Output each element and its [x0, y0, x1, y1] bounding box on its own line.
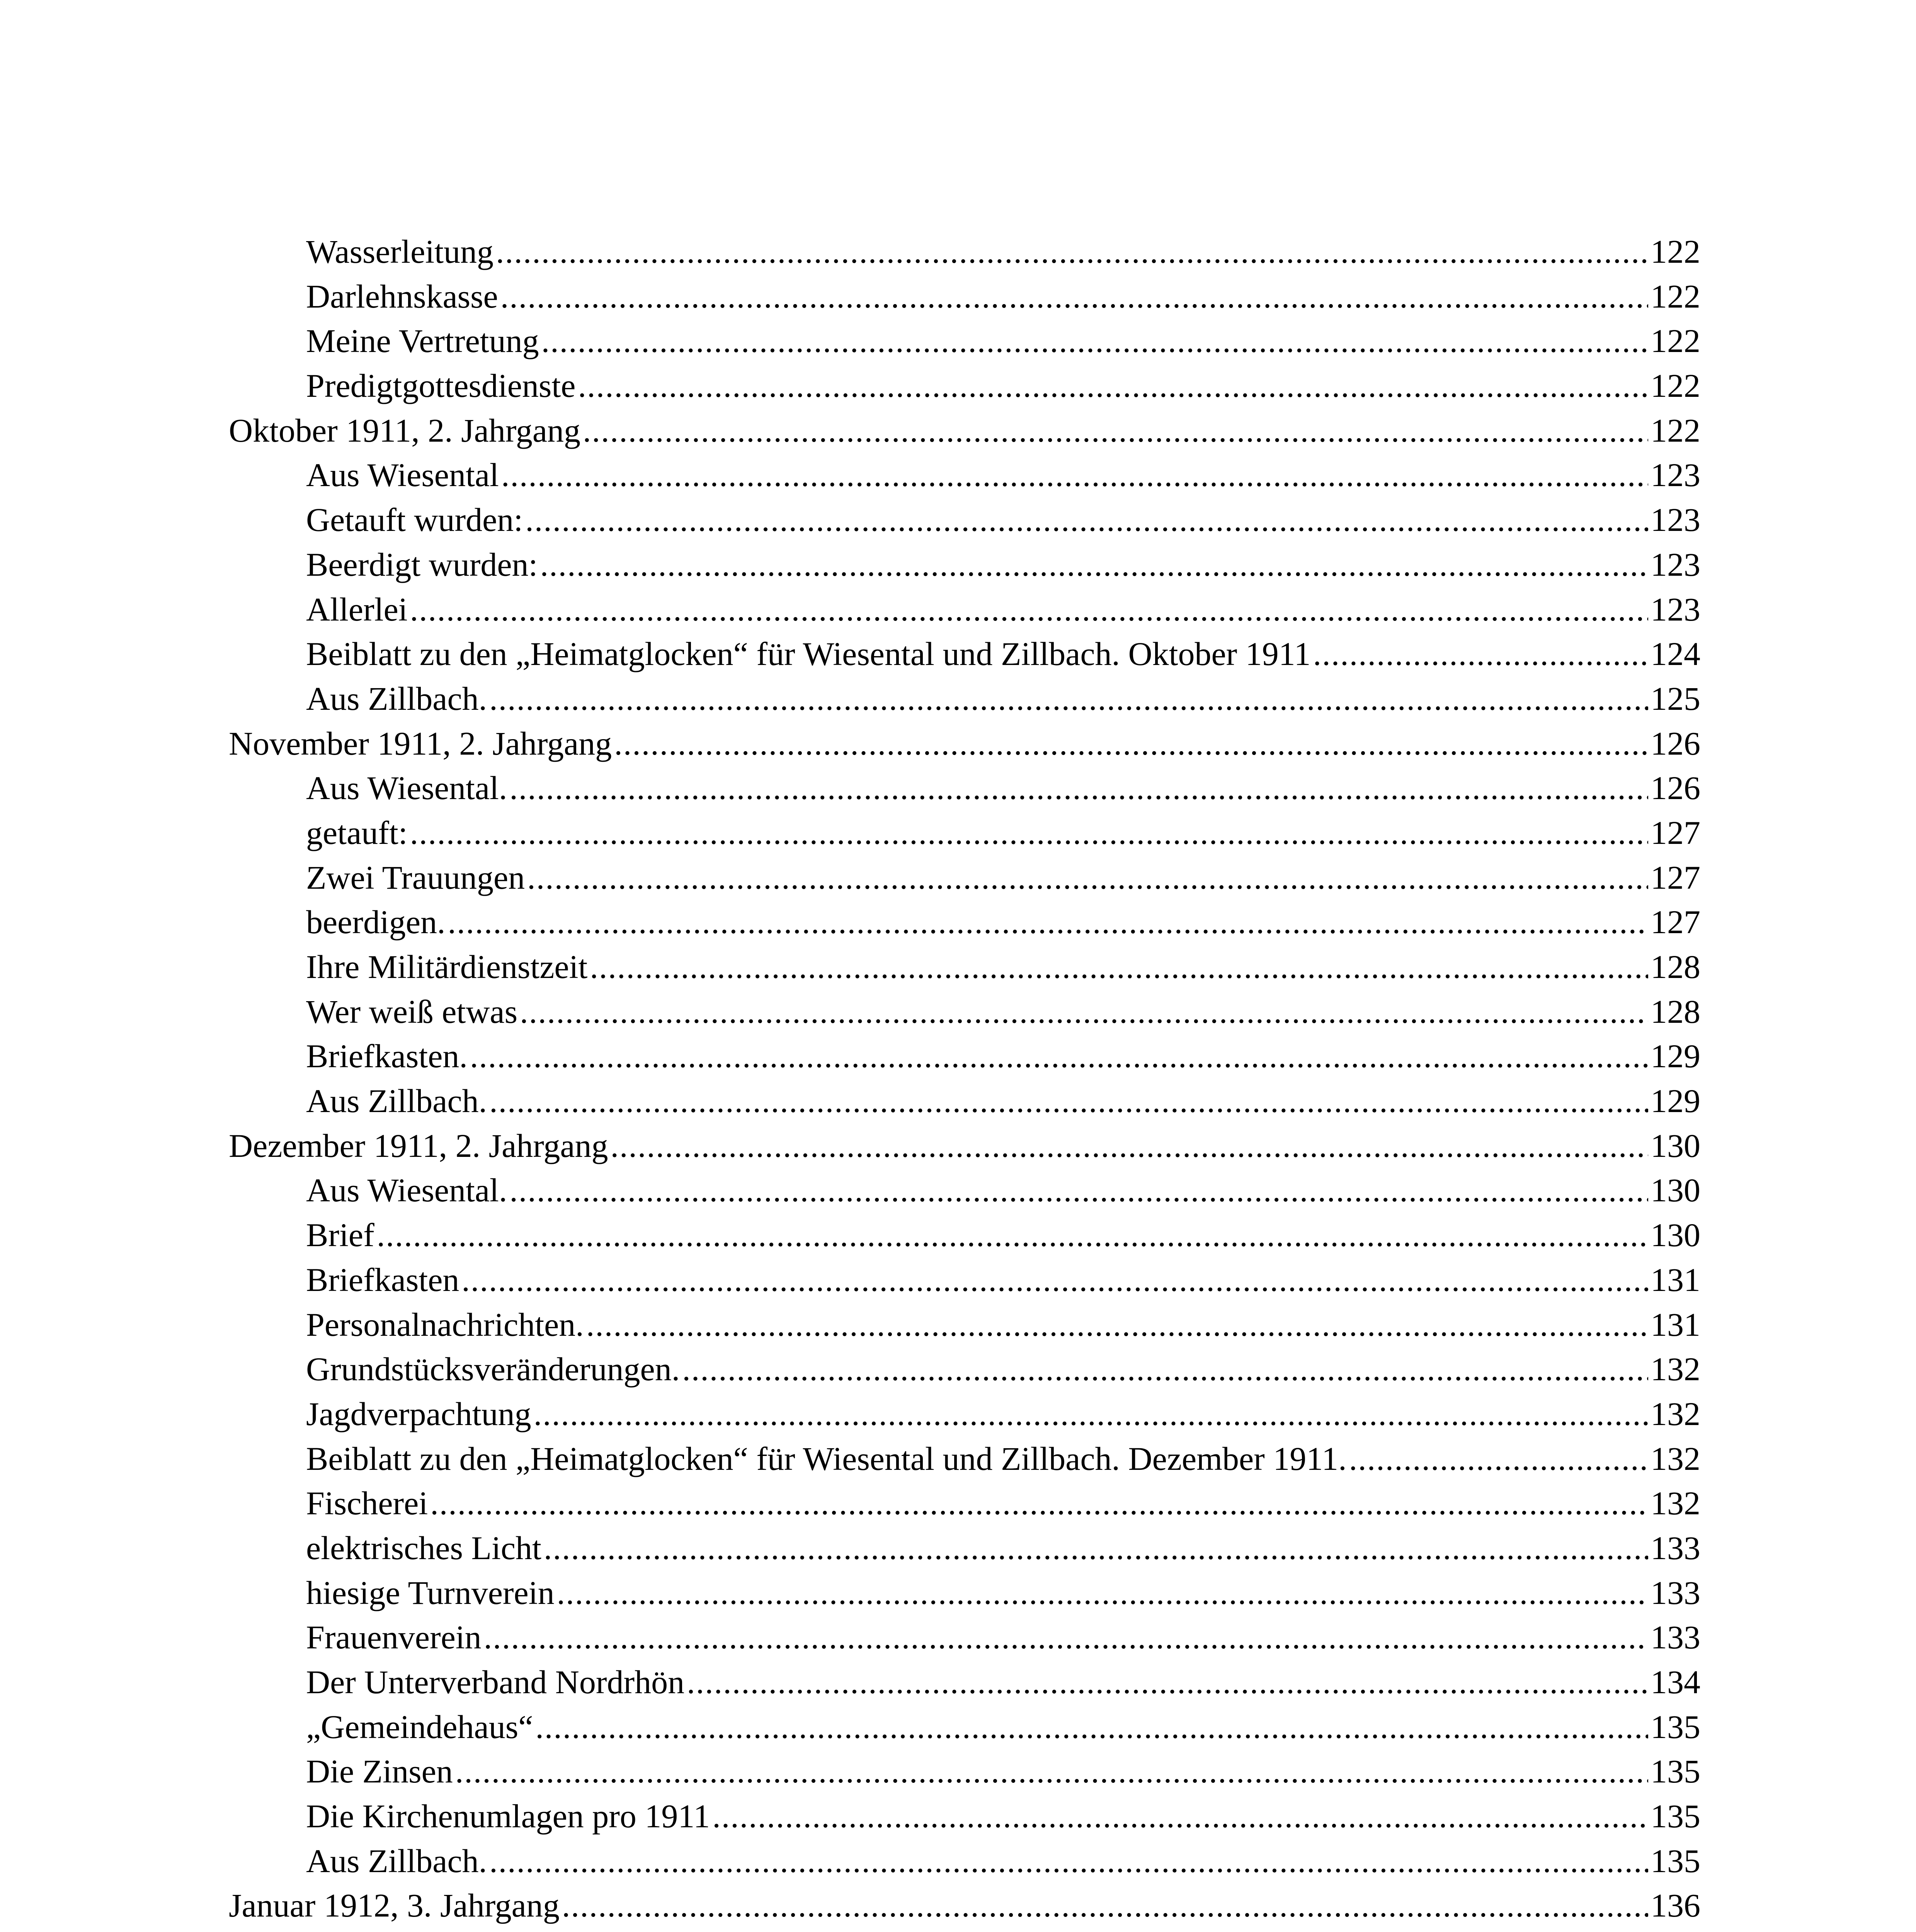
toc-entry-title: Aus Wiesental — [306, 456, 499, 494]
toc-entry-page: 132 — [1651, 1395, 1700, 1432]
toc-entry — [229, 1303, 1700, 1347]
dot-leader — [520, 990, 1648, 1034]
toc-entry — [229, 543, 1700, 587]
toc-entry-title: Jagdverpachtung — [306, 1395, 531, 1432]
dot-leader — [611, 1124, 1648, 1168]
toc-entry — [229, 230, 1700, 274]
dot-leader — [377, 1213, 1648, 1258]
table-of-contents — [229, 230, 1700, 1932]
toc-entry-title — [306, 1928, 745, 1932]
toc-entry-title: Briefkasten. — [306, 1037, 468, 1075]
toc-entry-page: 130 — [1651, 1216, 1700, 1254]
dot-leader — [534, 1392, 1648, 1437]
toc-entry-page: 123 — [1651, 456, 1700, 494]
dot-leader — [489, 1839, 1648, 1884]
toc-entry — [229, 364, 1700, 408]
toc-entry — [229, 945, 1700, 990]
toc-entry-page: 124 — [1651, 635, 1700, 673]
toc-entry-title: hiesige Turnverein — [306, 1574, 555, 1611]
toc-entry-title: Wer weiß etwas — [306, 993, 518, 1030]
toc-entry-title: Grundstücksveränderungen. — [306, 1350, 680, 1388]
toc-entry — [229, 1034, 1700, 1079]
toc-section-heading — [229, 1124, 1700, 1168]
toc-entry-page: 130 — [1651, 1127, 1700, 1164]
toc-entry-page: 128 — [1651, 993, 1700, 1030]
toc-entry-page: 126 — [1651, 724, 1700, 762]
toc-entry — [229, 1213, 1700, 1258]
toc-entry — [229, 1392, 1700, 1437]
toc-entry-page: 122 — [1651, 322, 1700, 360]
toc-entry — [229, 632, 1700, 677]
dot-leader — [712, 1794, 1648, 1839]
toc-entry-title: Wasserleitung — [306, 233, 494, 270]
toc-entry-title: Beerdigt wurden: — [306, 546, 538, 583]
toc-entry — [229, 1660, 1700, 1705]
dot-leader — [525, 498, 1648, 543]
toc-entry-page: 122 — [1651, 277, 1700, 315]
toc-entry — [229, 1437, 1700, 1481]
dot-leader — [496, 230, 1648, 274]
toc-entry — [229, 1615, 1700, 1660]
toc-entry-page: 136 — [1651, 1887, 1700, 1924]
toc-entry-page: 132 — [1651, 1440, 1700, 1477]
toc-entry-title: Beiblatt zu den „Heimatglocken“ für Wiesental und Zillbach. Oktober 1911 — [306, 635, 1311, 673]
dot-leader — [461, 1258, 1648, 1303]
dot-leader — [562, 1883, 1648, 1928]
dot-leader — [578, 364, 1648, 408]
toc-entry-page: 122 — [1651, 233, 1700, 270]
toc-entry-page: 127 — [1651, 903, 1700, 941]
toc-entry-page: 135 — [1651, 1842, 1700, 1879]
dot-leader — [410, 811, 1648, 855]
toc-entry — [229, 1571, 1700, 1616]
toc-entry-title: Briefkasten — [306, 1261, 459, 1298]
toc-entry-title: Getauft wurden: — [306, 501, 523, 539]
dot-leader — [682, 1347, 1648, 1392]
toc-entry-title: Aus Zillbach. — [306, 1842, 487, 1879]
toc-entry — [229, 274, 1700, 319]
toc-entry — [229, 1079, 1700, 1124]
toc-entry — [229, 1347, 1700, 1392]
toc-entry-title: Der Unterverband Nordrhön — [306, 1663, 685, 1701]
toc-entry — [229, 677, 1700, 721]
dot-leader — [1349, 1437, 1648, 1481]
toc-entry-page: 133 — [1651, 1619, 1700, 1656]
toc-entry-title: Aus Zillbach. — [306, 680, 487, 717]
toc-entry-title: Fischerei — [306, 1485, 428, 1522]
toc-entry-title: Aus Zillbach. — [306, 1082, 487, 1120]
dot-leader — [489, 677, 1648, 721]
toc-entry-page: 127 — [1651, 814, 1700, 851]
dot-leader — [541, 319, 1648, 364]
toc-entry-title: Dezember 1911, 2. Jahrgang — [229, 1127, 608, 1164]
dot-leader — [527, 855, 1648, 900]
toc-entry-page: 123 — [1651, 590, 1700, 628]
toc-section-heading — [229, 1883, 1700, 1928]
dot-leader — [509, 1168, 1648, 1213]
toc-entry-title: Ihre Militärdienstzeit — [306, 948, 588, 985]
toc-entry-title: Personalnachrichten. — [306, 1306, 584, 1343]
toc-entry — [229, 1481, 1700, 1526]
toc-entry — [229, 1168, 1700, 1213]
toc-entry — [229, 900, 1700, 945]
toc-entry — [229, 1794, 1700, 1839]
toc-entry — [229, 498, 1700, 543]
dot-leader — [410, 587, 1648, 632]
toc-entry — [229, 319, 1700, 364]
toc-entry-page: 129 — [1651, 1082, 1700, 1120]
toc-entry-page: 122 — [1651, 412, 1700, 449]
toc-entry-page: 126 — [1651, 769, 1700, 807]
dot-leader — [455, 1749, 1648, 1794]
dot-leader — [583, 408, 1648, 453]
dot-leader — [544, 1526, 1648, 1571]
dot-leader — [540, 543, 1648, 587]
dot-leader — [489, 1079, 1648, 1124]
toc-entry-title: Brief — [306, 1216, 374, 1254]
toc-entry-title: Die Kirchenumlagen pro 1911 — [306, 1798, 710, 1835]
dot-leader — [586, 1303, 1648, 1347]
toc-entry-title: Januar 1912, 3. Jahrgang — [229, 1887, 560, 1924]
toc-entry — [229, 1749, 1700, 1794]
toc-entry — [229, 1258, 1700, 1303]
toc-entry-title: Frauenverein — [306, 1619, 482, 1656]
dot-leader — [448, 900, 1648, 945]
toc-entry-title: Predigtgottesdienste — [306, 367, 576, 405]
toc-entry — [229, 1705, 1700, 1750]
toc-entry-page: 123 — [1651, 501, 1700, 539]
toc-entry-title: Die Zinsen — [306, 1753, 453, 1790]
toc-entry-page: 135 — [1651, 1708, 1700, 1745]
toc-entry — [229, 990, 1700, 1034]
toc-entry-title: Darlehnskasse — [306, 277, 498, 315]
toc-entry-title: Oktober 1911, 2. Jahrgang — [229, 412, 581, 449]
toc-entry-title: Zwei Trauungen — [306, 859, 525, 896]
toc-entry — [229, 811, 1700, 855]
toc-entry — [229, 1526, 1700, 1571]
toc-entry-page: 134 — [1651, 1663, 1700, 1701]
toc-section-heading — [229, 721, 1700, 766]
toc-entry-title: getauft: — [306, 814, 408, 851]
dot-leader — [484, 1615, 1648, 1660]
dot-leader — [590, 945, 1648, 990]
toc-entry-page: 125 — [1651, 680, 1700, 717]
toc-section-heading — [229, 408, 1700, 453]
toc-entry-page: 123 — [1651, 546, 1700, 583]
toc-entry-title: beerdigen. — [306, 903, 446, 941]
toc-entry-page: 128 — [1651, 948, 1700, 985]
toc-entry — [229, 855, 1700, 900]
toc-entry — [229, 587, 1700, 632]
dot-leader — [501, 453, 1648, 498]
toc-entry-page: 135 — [1651, 1798, 1700, 1835]
toc-entry-page — [1651, 1928, 1700, 1932]
toc-entry-page: 132 — [1651, 1350, 1700, 1388]
toc-entry-title: Allerlei — [306, 590, 408, 628]
toc-entry-title: Aus Wiesental. — [306, 1172, 507, 1209]
toc-entry-title: Beiblatt zu den „Heimatglocken“ für Wiesental und Zillbach. Dezember 1911. — [306, 1440, 1347, 1477]
toc-entry — [229, 1839, 1700, 1884]
toc-entry-title: „Gemeindehaus“ — [306, 1708, 533, 1745]
dot-leader — [470, 1034, 1648, 1079]
toc-entry-title: Meine Vertretung — [306, 322, 539, 360]
toc-entry-page: 127 — [1651, 859, 1700, 896]
dot-leader — [748, 1928, 1648, 1932]
toc-entry-title: elektrisches Licht — [306, 1529, 541, 1566]
dot-leader — [557, 1571, 1648, 1616]
toc-entry — [229, 453, 1700, 498]
toc-entry-page: 133 — [1651, 1529, 1700, 1566]
toc-entry-page: 131 — [1651, 1261, 1700, 1298]
dot-leader — [687, 1660, 1648, 1705]
dot-leader — [614, 721, 1648, 766]
dot-leader — [509, 766, 1648, 811]
dot-leader — [500, 274, 1648, 319]
toc-entry-page: 132 — [1651, 1485, 1700, 1522]
toc-entry-page: 133 — [1651, 1574, 1700, 1611]
toc-entry-title: Aus Wiesental. — [306, 769, 507, 807]
toc-entry — [229, 766, 1700, 811]
dot-leader — [430, 1481, 1648, 1526]
dot-leader — [1313, 632, 1648, 677]
toc-entry-title: November 1911, 2. Jahrgang — [229, 724, 612, 762]
toc-entry — [229, 1928, 1700, 1932]
toc-entry-page: 135 — [1651, 1753, 1700, 1790]
toc-entry-page: 129 — [1651, 1037, 1700, 1075]
toc-entry-page: 130 — [1651, 1172, 1700, 1209]
dot-leader — [535, 1705, 1648, 1750]
toc-entry-page: 122 — [1651, 367, 1700, 405]
toc-entry-page: 131 — [1651, 1306, 1700, 1343]
